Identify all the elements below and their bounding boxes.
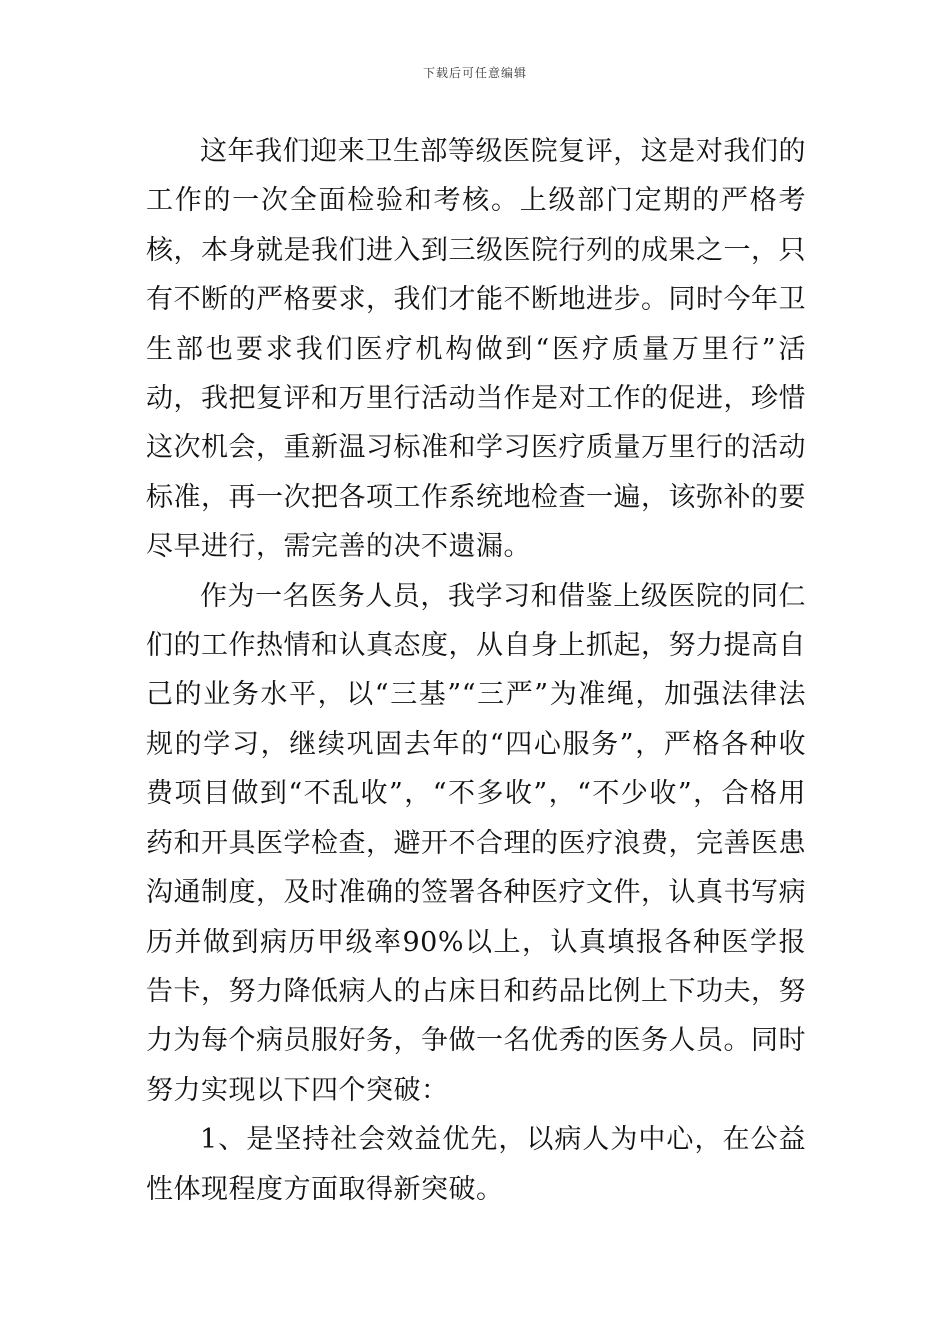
header-note: 下载后可任意编辑 — [422, 66, 527, 80]
document-body — [146, 127, 806, 1214]
paragraph-medical-staff: 作为一名医务人员，我学习和借鉴上级医院的同仁们的工作热情和认真态度，从自身上抓起，努力提高自己的业务水平，以“三基”“三严”为准绳，加强法律法规的学习，继续巩固去年的“四心服务”，严格各种收费项目做到“不乱收”，“不多收”，“不少收”，合格用药和开具医学检查，避开不合理的医疗浪费，完善医患沟通制度，及时准确的签署各种医疗文件，认真书写病历并做到病历甲级率90%以上，认真填报各种医学报告卡，努力降低病人的占床日和药品比例上下功夫，努力为每个病员服好务，争做一名优秀的医务人员。同时努力实现以下四个突破： — [146, 580, 806, 1106]
paragraph-breakthrough-1: 1、是坚持社会效益优先，以病人为中心，在公益性体现程度方面取得新突破。 — [146, 1124, 806, 1205]
paragraph-review: 这年我们迎来卫生部等级医院复评，这是对我们的工作的一次全面检验和考核。上级部门定期的严格考核，本身就是我们进入到三级医院行列的成果之一，只有不断的严格要求，我们才能不断地进步。同时今年卫生部也要求我们医疗机构做到“医疗质量万里行”活动，我把复评和万里行活动当作是对工作的促进，珍惜这次机会，重新温习标准和学习医疗质量万里行的活动标准，再一次把各项工作系统地检查一遍，该弥补的要尽早进行，需完善的决不遗漏。 — [146, 136, 806, 563]
